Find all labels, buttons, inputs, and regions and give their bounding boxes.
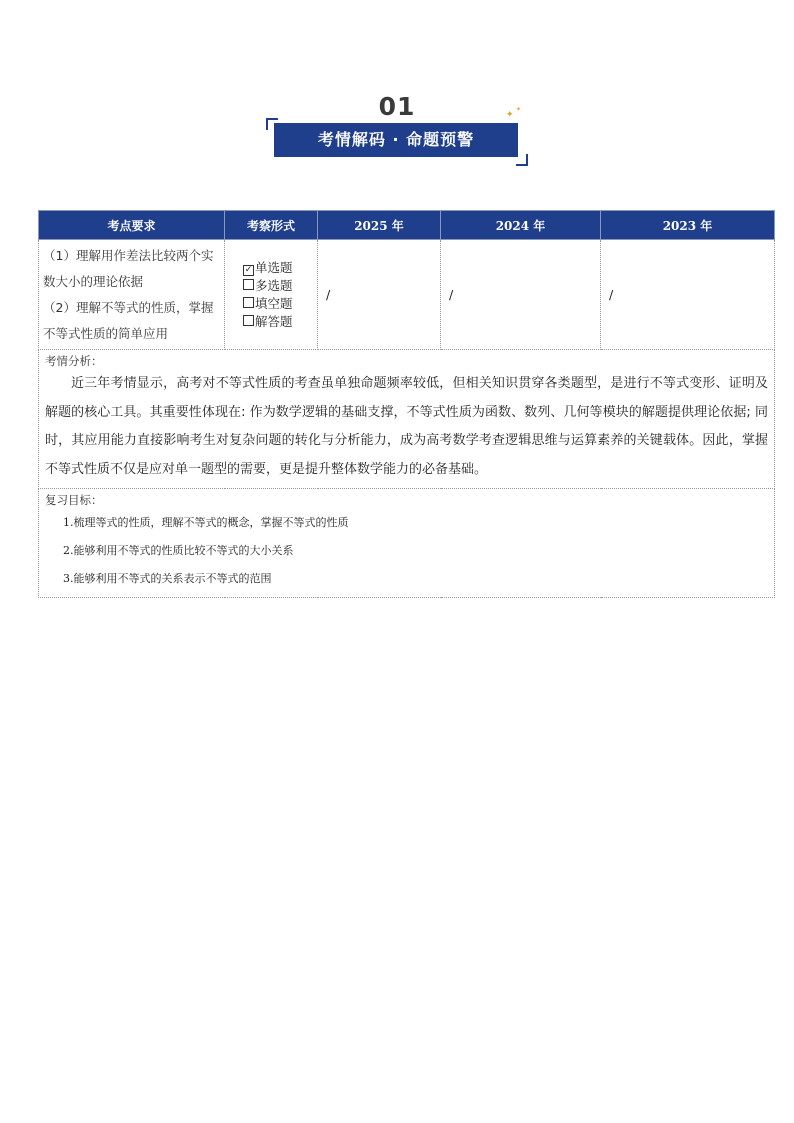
goals-title: 复习目标： — [45, 493, 103, 507]
goal-item: 1.梳理等式的性质，理解不等式的概念，掌握不等式的性质 — [63, 516, 349, 529]
analysis-cell — [39, 350, 775, 489]
analysis-row — [39, 350, 775, 489]
year-2024-cell: / — [441, 240, 601, 350]
checkbox-icon — [243, 297, 254, 308]
sparkle-icon: ✦ — [506, 110, 514, 120]
header-requirement: 考点要求 — [39, 211, 225, 240]
header-year-2023: 2023 年 — [601, 211, 775, 240]
exam-analysis-table — [38, 210, 775, 598]
requirement-item: （1）理解用作差法比较两个实数大小的理论依据 — [43, 247, 214, 289]
sparkle-icon: ✦ — [516, 106, 522, 113]
goals-row — [39, 489, 775, 598]
analysis-title: 考情分析： — [45, 354, 103, 368]
form-option: 填空题 — [243, 295, 317, 313]
goal-item: 2.能够利用不等式的性质比较不等式的大小关系 — [63, 544, 294, 557]
checkbox-checked-icon: ✓ — [244, 264, 253, 275]
form-option: ✓ 单选题 — [244, 259, 293, 275]
header-year-2025: 2025 年 — [318, 211, 441, 240]
header-year-2024: 2024 年 — [441, 211, 601, 240]
year-2023-cell: / — [601, 240, 775, 350]
goal-item: 3.能够利用不等式的关系表示不等式的范围 — [63, 572, 272, 585]
requirement-cell — [39, 240, 225, 350]
form-option: 解答题 — [243, 313, 317, 331]
goals-cell — [39, 489, 775, 598]
form-option: 多选题 — [243, 277, 317, 295]
checkbox-icon — [243, 315, 254, 326]
requirement-item: （2）理解不等式的性质，掌握不等式性质的简单应用 — [43, 299, 214, 341]
section-title: 考情解码 · 命题预警 — [274, 123, 518, 157]
table-row — [39, 240, 775, 350]
header-form: 考察形式 — [225, 211, 318, 240]
table-header-row — [39, 211, 775, 240]
year-2025-cell: / — [318, 240, 441, 350]
analysis-text: 近三年考情显示，高考对不等式性质的考查虽单独命题频率较低，但相关知识贯穿各类题型，是进行不等式变形、证明及解题的核心工具。其重要性体现在: 作为数学逻辑的基础支撑，不等式性质为函数、数列、几何等模块的解题提供理论依据; 同时，其应用能力直接影响考生对复杂问题的转化与分析能力，成为高考数学考查逻辑思维与运算素养的关键载体。因此，掌握不等式性质不仅是应对单一题型的需要，更是提升整体数学能力的必备基础。 — [45, 376, 768, 477]
checkbox-icon — [243, 279, 254, 290]
form-cell — [225, 240, 318, 350]
section-number: 01 — [378, 92, 416, 121]
